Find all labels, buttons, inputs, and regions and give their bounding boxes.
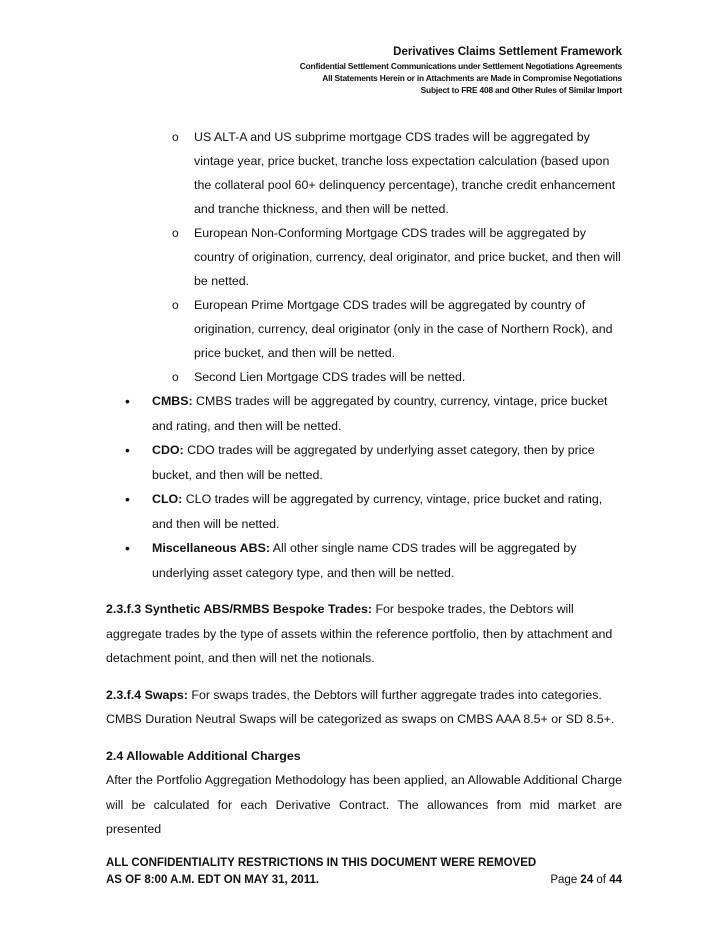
list-item-text: European Prime Mortgage CDS trades will be aggregated by country of origination, currency, deal originator (only in the case of Northern Rock), and price bucket, and then will be netted.: [194, 298, 613, 360]
bullet-text: CLO trades will be aggregated by currency, vintage, price bucket and rating, and then will be netted.: [152, 492, 603, 531]
page-current: 24: [580, 874, 594, 886]
header-line-3: Subject to FRE 408 and Other Rules of Similar Import: [420, 85, 622, 95]
list-item: [125, 438, 622, 487]
bullet-marker: •: [125, 491, 130, 507]
section-heading-2-4: [106, 744, 622, 769]
bullet-label: CDO:: [152, 443, 184, 457]
list-item-text: European Non-Conforming Mortgage CDS trades will be aggregated by country of origination, currency, deal originator, and price bucket, and then will be netted.: [194, 226, 621, 288]
bullet-marker: •: [125, 393, 130, 409]
page-header: [300, 44, 622, 96]
list-item-text: US ALT-A and US subprime mortgage CDS trades will be aggregated by vintage year, price bucket, tranche loss expectation calculation (based upon the collateral pool 60+ delinquency percentage), tranche credit enhancement and tranche thickness, and then will be netted.: [194, 130, 616, 216]
bullet-marker: •: [125, 442, 130, 458]
bullet-label: CMBS:: [152, 394, 193, 408]
page-word: Page: [550, 874, 581, 886]
list-item: [125, 487, 622, 536]
section-label: 2.3.f.4 Swaps:: [106, 687, 188, 702]
bullet-text: CMBS trades will be aggregated by country, currency, vintage, price bucket and rating, and then will be netted.: [152, 394, 608, 433]
section-label: 2.3.f.3 Synthetic ABS/RMBS Bespoke Trades:: [106, 602, 373, 616]
page-total: 44: [609, 874, 622, 886]
list-marker: o: [172, 130, 179, 144]
bullet-marker: •: [125, 540, 130, 556]
page-of: of: [593, 874, 610, 886]
section-2-4-text: After the Portfolio Aggregation Methodology has been applied, an Allowable Additional Charge will be calculated for each Derivative Contract. The allowances from mid market are presented: [106, 773, 622, 836]
footer-line-2: AS OF 8:00 A.M. EDT ON MAY 31, 2011.: [106, 874, 320, 886]
list-item: [172, 365, 622, 389]
page-footer: [106, 855, 622, 889]
bullet-label: Miscellaneous ABS:: [152, 541, 270, 555]
list-item: [172, 293, 622, 365]
bullet-list: [106, 389, 622, 585]
list-marker: o: [172, 370, 179, 384]
list-marker: o: [172, 298, 179, 312]
section-text: For swaps trades, the Debtors will further aggregate trades into categories. CMBS Duration Neutral Swaps will be categorized as swaps on CMBS AAA 8.5+ or SD 8.5+.: [106, 687, 615, 726]
page-number: [550, 872, 622, 889]
document-body: [106, 125, 622, 842]
footer-line-1: ALL CONFIDENTIALITY RESTRICTIONS IN THIS DOCUMENT WERE REMOVED: [106, 857, 537, 869]
spacer: [106, 671, 622, 683]
bullet-text: All other single name CDS trades will be aggregated by underlying asset category type, and then will be netted.: [152, 541, 577, 580]
list-item: [172, 125, 622, 221]
bullet-label: CLO:: [152, 492, 183, 506]
list-item-text: Second Lien Mortgage CDS trades will be netted.: [194, 370, 466, 384]
list-item: [125, 389, 622, 438]
list-marker: o: [172, 226, 179, 240]
list-item: [125, 536, 622, 585]
header-line-1: Confidential Settlement Communications under Settlement Negotiations Agreements: [299, 61, 622, 71]
header-title: Derivatives Claims Settlement Framework: [393, 46, 622, 58]
bullet-text: CDO trades will be aggregated by underlying asset category, then by price bucket, and then will be netted.: [152, 443, 595, 482]
spacer: [106, 732, 622, 744]
header-line-2: All Statements Herein or in Attachments are Made in Compromise Negotiations: [322, 73, 622, 83]
spacer: [106, 585, 622, 597]
section-heading: 2.4 Allowable Additional Charges: [106, 748, 301, 763]
sub-item-list: [106, 125, 622, 389]
list-item: [172, 221, 622, 293]
section-text: For bespoke trades, the Debtors will aggregate trades by the type of assets within the reference portfolio, then by attachment and detachment point, and then will net the notionals.: [106, 602, 613, 665]
section-2-3-f-4: [106, 683, 622, 732]
section-2-3-f-3: [106, 597, 622, 671]
